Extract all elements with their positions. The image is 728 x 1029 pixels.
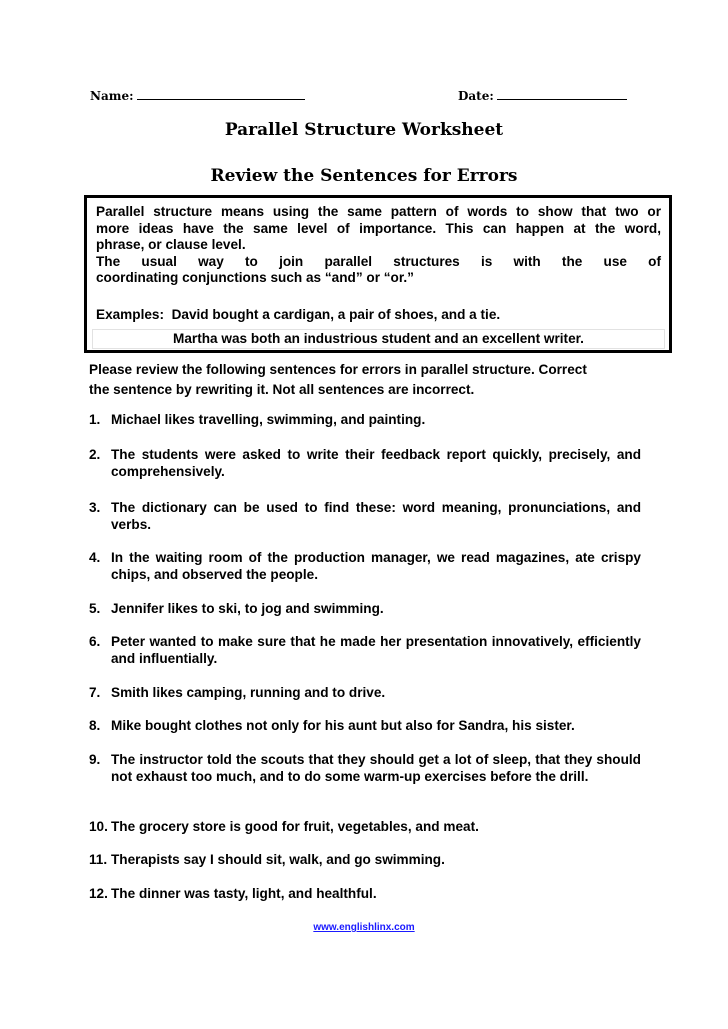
question-number: 10. (89, 819, 108, 834)
examples-row (96, 307, 500, 322)
question-number: 9. (89, 752, 101, 767)
question-item (89, 446, 641, 480)
example-2: Martha was both an industrious student and an excellent writer. (92, 329, 665, 349)
question-item (89, 499, 641, 533)
question-number: 2. (89, 447, 101, 462)
question-number: 12. (89, 886, 108, 901)
question-number: 3. (89, 500, 101, 515)
question-text: Peter wanted to make sure that he made her presentation innovatively, efficiently and influentially. (111, 634, 641, 666)
date-label: Date: (458, 89, 494, 103)
usage-line-1: The usual way to join parallel structures is with the use of (96, 253, 661, 269)
definition-line-1: Parallel structure means using the same pattern of words to show that two or (96, 204, 661, 219)
instructions-line-1: Please review the following sentences for errors in parallel structure. Correct (89, 362, 587, 377)
question-text: Jennifer likes to ski, to jog and swimming. (111, 601, 384, 616)
website-link[interactable]: www.englishlinx.com (313, 922, 415, 933)
question-text: Michael likes travelling, swimming, and painting. (111, 412, 426, 427)
question-text: The instructor told the scouts that they should get a lot of sleep, that they should not exhaust too much, and to do some warm-up exercises before the drill. (111, 752, 641, 784)
question-number: 7. (89, 685, 101, 700)
question-number: 6. (89, 634, 101, 649)
name-field[interactable] (90, 89, 305, 103)
instructions (89, 360, 649, 399)
date-blank-line[interactable] (497, 89, 627, 100)
question-number: 8. (89, 718, 101, 733)
question-item (89, 549, 641, 583)
question-item (89, 751, 641, 785)
worksheet-title: Parallel Structure Worksheet (224, 120, 504, 140)
definition-box (84, 195, 672, 353)
question-text: Smith likes camping, running and to drive. (111, 685, 386, 700)
question-text: The dinner was tasty, light, and healthful. (111, 886, 377, 901)
question-item (89, 851, 641, 868)
question-number: 11. (89, 852, 108, 867)
date-field[interactable] (458, 89, 627, 103)
definition-line-3: phrase, or clause level. (96, 237, 246, 253)
question-text: The dictionary can be used to find these: word meaning, pronunciations, and verbs. (111, 500, 641, 532)
usage-line-2: coordinating conjunctions such as “and” or “or.” (96, 270, 414, 286)
question-number: 4. (89, 550, 101, 565)
footer (0, 922, 728, 933)
definition-line-2: more ideas have the same level of importance. This can happen at the word, (96, 220, 661, 236)
worksheet-subtitle: Review the Sentences for Errors (210, 166, 518, 186)
examples-label: Examples: (96, 307, 165, 322)
example-1: David bought a cardigan, a pair of shoes, and a tie. (171, 307, 501, 322)
question-item (89, 717, 641, 734)
question-item (89, 818, 641, 835)
name-label: Name: (90, 89, 134, 103)
question-text: Mike bought clothes not only for his aunt but also for Sandra, his sister. (111, 718, 575, 733)
question-text: In the waiting room of the production manager, we read magazines, ate crispy chips, and observed the people. (111, 550, 641, 582)
question-item (89, 411, 641, 428)
question-text: The grocery store is good for fruit, vegetables, and meat. (111, 819, 479, 834)
question-number: 5. (89, 601, 101, 616)
instructions-line-2: the sentence by rewriting it. Not all sentences are incorrect. (89, 381, 475, 397)
question-number: 1. (89, 412, 101, 427)
question-text: Therapists say I should sit, walk, and go swimming. (111, 852, 445, 867)
definition-text (96, 204, 661, 287)
question-item (89, 684, 641, 701)
question-text: The students were asked to write their feedback report quickly, precisely, and comprehensively. (111, 447, 641, 479)
question-item (89, 633, 641, 667)
name-blank-line[interactable] (137, 89, 305, 100)
question-item (89, 885, 641, 902)
question-item (89, 600, 641, 617)
